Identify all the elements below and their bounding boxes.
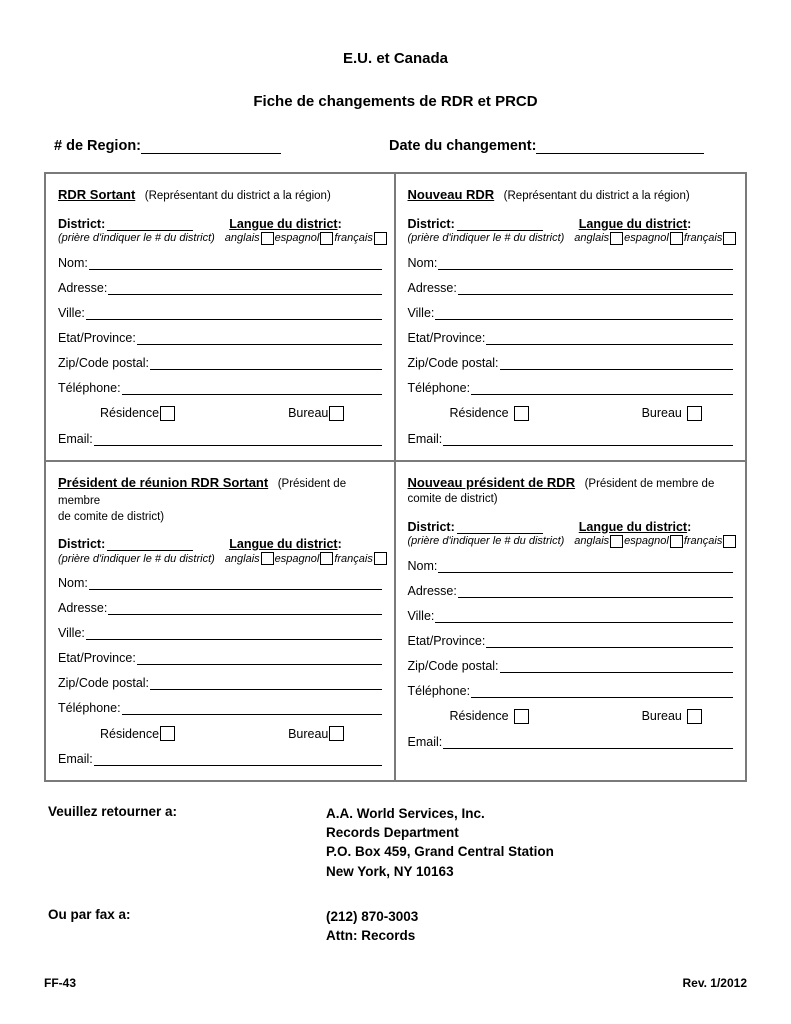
nom-input[interactable] — [89, 577, 382, 590]
residence-label: Résidence — [100, 406, 160, 421]
bureau-checkbox[interactable] — [329, 406, 344, 421]
residence-label: Résidence — [449, 709, 509, 724]
residence-checkbox[interactable] — [514, 709, 529, 724]
section-heading: Nouveau président de RDR — [407, 474, 576, 490]
district-input[interactable] — [457, 218, 543, 231]
district-input[interactable] — [457, 521, 543, 534]
ville-label: Ville: — [407, 305, 435, 320]
return-label: Veuillez retourner a: — [48, 804, 178, 820]
district-label: District: — [407, 519, 455, 534]
etat-label: Etat/Province: — [407, 633, 486, 648]
ville-label: Ville: — [58, 305, 85, 320]
telephone-row — [58, 381, 382, 395]
nom-label: Nom: — [58, 576, 88, 591]
section-subheading: (Président de membre de — [584, 477, 715, 490]
adresse-label: Adresse: — [58, 280, 108, 295]
ville-input[interactable] — [86, 627, 382, 640]
zip-input[interactable] — [500, 357, 733, 370]
district-note-row — [58, 552, 382, 565]
zip-label: Zip/Code postal: — [407, 658, 499, 673]
etat-input[interactable] — [486, 635, 733, 648]
espagnol-checkbox[interactable] — [320, 232, 333, 245]
language-checkboxes — [574, 535, 737, 548]
espagnol-label: espagnol — [274, 552, 320, 565]
page-footer — [44, 976, 747, 990]
email-label: Email: — [407, 431, 443, 446]
district-note: (prière d'indiquer le # du district) — [58, 552, 215, 565]
email-input[interactable] — [443, 736, 733, 749]
district-note-row — [408, 232, 734, 245]
form-code: FF-43 — [44, 976, 77, 990]
fax-details — [326, 907, 418, 945]
region-field — [54, 138, 281, 154]
ville-input[interactable] — [86, 307, 382, 320]
langue-colon: : — [687, 216, 692, 231]
telephone-label: Téléphone: — [58, 701, 121, 716]
telephone-input[interactable] — [122, 702, 382, 715]
adresse-input[interactable] — [458, 585, 733, 598]
district-row — [58, 537, 382, 551]
address-line-2: Records Department — [326, 825, 459, 841]
language-checkboxes — [225, 552, 388, 565]
telephone-input[interactable] — [471, 685, 733, 698]
adresse-label: Adresse: — [58, 601, 108, 616]
langue-label: Langue du district — [229, 216, 338, 231]
telephone-label: Téléphone: — [58, 380, 121, 395]
page-subtitle: Fiche de changements de RDR et PRCD — [253, 93, 538, 110]
telephone-row — [408, 684, 734, 698]
section-header — [58, 186, 382, 205]
section-nouveau-president — [396, 462, 746, 781]
francais-label: français — [334, 232, 373, 245]
language-checkboxes — [574, 232, 737, 245]
section-rdr-sortant — [46, 174, 396, 460]
residence-label: Résidence — [100, 726, 160, 741]
langue-colon: : — [337, 216, 342, 231]
etat-row — [58, 331, 382, 345]
etat-label: Etat/Province: — [58, 330, 136, 345]
return-address — [326, 804, 554, 881]
address-line-1: A.A. World Services, Inc. — [326, 806, 485, 822]
section-subheading: (Représentant du district a la région) — [503, 190, 690, 202]
etat-row — [408, 634, 734, 648]
zip-input[interactable] — [500, 660, 733, 673]
footer-block — [44, 804, 747, 945]
email-row — [58, 752, 382, 766]
nom-label: Nom: — [58, 255, 88, 270]
email-input[interactable] — [94, 753, 382, 766]
francais-checkbox[interactable] — [723, 232, 736, 245]
adresse-row — [408, 584, 734, 598]
etat-label: Etat/Province: — [407, 330, 486, 345]
nom-label: Nom: — [407, 255, 438, 270]
section-header — [408, 474, 734, 508]
residence-checkbox[interactable] — [514, 406, 529, 421]
zip-row — [58, 676, 382, 690]
espagnol-label: espagnol — [274, 232, 320, 245]
email-row — [408, 432, 734, 446]
adresse-input[interactable] — [108, 282, 381, 295]
zip-label: Zip/Code postal: — [58, 355, 150, 370]
anglais-checkbox[interactable] — [610, 232, 623, 245]
district-label: District: — [407, 216, 455, 231]
email-row — [408, 735, 734, 749]
zip-label: Zip/Code postal: — [58, 676, 150, 691]
email-label: Email: — [58, 431, 93, 446]
francais-label: français — [683, 535, 723, 548]
ville-label: Ville: — [58, 626, 85, 641]
district-note: (prière d'indiquer le # du district) — [407, 535, 565, 548]
date-field — [389, 138, 704, 154]
region-label: # de Region: — [54, 138, 142, 154]
zip-input[interactable] — [150, 357, 381, 370]
language-checkboxes — [225, 232, 388, 245]
anglais-checkbox[interactable] — [261, 232, 274, 245]
section-header — [58, 474, 382, 526]
francais-label: français — [683, 232, 723, 245]
anglais-checkbox[interactable] — [261, 552, 274, 565]
langue-label: Langue du district — [578, 216, 688, 231]
section-heading: RDR Sortant — [58, 187, 136, 202]
nom-input[interactable] — [438, 257, 733, 270]
adresse-label: Adresse: — [407, 280, 457, 295]
anglais-label: anglais — [574, 232, 610, 245]
nom-row — [58, 256, 382, 270]
region-input[interactable] — [141, 139, 281, 154]
etat-label: Etat/Province: — [58, 651, 136, 666]
section-subheading-2: comite de district) — [407, 493, 498, 506]
district-label: District: — [58, 216, 106, 231]
adresse-input[interactable] — [108, 602, 381, 615]
langue-label: Langue du district — [229, 537, 338, 552]
district-note-row — [408, 535, 734, 548]
email-row — [58, 432, 382, 446]
zip-row — [58, 356, 382, 370]
bureau-checkbox[interactable] — [687, 709, 702, 724]
bureau-label: Bureau — [641, 406, 682, 421]
telephone-row — [408, 381, 734, 395]
district-label: District: — [58, 537, 106, 552]
ville-input[interactable] — [435, 307, 733, 320]
nom-row — [58, 576, 382, 590]
ville-label: Ville: — [407, 608, 435, 623]
revision-date: Rev. 1/2012 — [682, 976, 747, 990]
page-title: E.U. et Canada — [342, 50, 449, 67]
espagnol-checkbox[interactable] — [670, 232, 683, 245]
nom-input[interactable] — [89, 257, 382, 270]
date-label: Date du changement: — [389, 138, 537, 154]
francais-checkbox[interactable] — [723, 535, 736, 548]
phone-type-row — [408, 709, 734, 724]
section-subheading-2: de comite de district) — [58, 510, 165, 523]
email-label: Email: — [58, 752, 93, 767]
telephone-label: Téléphone: — [407, 683, 471, 698]
ville-row — [58, 626, 382, 640]
telephone-input[interactable] — [122, 382, 382, 395]
residence-label: Résidence — [449, 406, 509, 421]
return-address-row — [48, 804, 747, 881]
form-row-top — [46, 174, 745, 462]
zip-label: Zip/Code postal: — [407, 355, 499, 370]
section-subheading: (Représentant du district a la région) — [144, 190, 331, 202]
section-nouveau-rdr — [396, 174, 746, 460]
phone-type-row — [408, 406, 734, 421]
date-input[interactable] — [536, 139, 704, 154]
francais-checkbox[interactable] — [374, 232, 387, 245]
form-grid — [44, 172, 747, 782]
adresse-row — [408, 281, 734, 295]
adresse-row — [58, 281, 382, 295]
telephone-row — [58, 701, 382, 715]
nom-row — [408, 256, 734, 270]
bureau-label: Bureau — [641, 709, 682, 724]
adresse-label: Adresse: — [407, 583, 457, 598]
langue-colon: : — [687, 519, 692, 534]
district-row — [408, 217, 734, 231]
section-header — [408, 186, 734, 205]
anglais-label: anglais — [574, 535, 610, 548]
email-input[interactable] — [94, 433, 382, 446]
etat-input[interactable] — [137, 652, 382, 665]
langue-label: Langue du district — [578, 519, 688, 534]
espagnol-label: espagnol — [624, 535, 669, 548]
fax-row — [48, 907, 747, 945]
etat-input[interactable] — [486, 332, 733, 345]
fax-attn: Attn: Records — [326, 927, 416, 943]
nom-label: Nom: — [407, 558, 438, 573]
francais-label: français — [334, 552, 373, 565]
section-heading: Nouveau RDR — [407, 187, 495, 202]
ville-row — [408, 609, 734, 623]
francais-checkbox[interactable] — [374, 552, 387, 565]
ville-input[interactable] — [435, 610, 733, 623]
fax-label: Ou par fax a: — [48, 906, 131, 922]
espagnol-checkbox[interactable] — [320, 552, 333, 565]
anglais-label: anglais — [224, 552, 260, 565]
zip-row — [408, 356, 734, 370]
espagnol-label: espagnol — [624, 232, 669, 245]
telephone-input[interactable] — [471, 382, 733, 395]
zip-input[interactable] — [150, 677, 381, 690]
district-input[interactable] — [107, 538, 193, 551]
section-subheading: (Président de membre — [58, 477, 347, 508]
district-note: (prière d'indiquer le # du district) — [58, 232, 215, 245]
ville-row — [58, 306, 382, 320]
section-president-sortant — [46, 462, 396, 781]
ville-row — [408, 306, 734, 320]
adresse-row — [58, 601, 382, 615]
address-line-3: P.O. Box 459, Grand Central Station — [326, 844, 554, 860]
etat-row — [408, 331, 734, 345]
etat-row — [58, 651, 382, 665]
phone-type-row — [58, 406, 382, 421]
zip-row — [408, 659, 734, 673]
bureau-label: Bureau — [288, 406, 329, 421]
address-line-4: New York, NY 10163 — [326, 863, 454, 879]
anglais-checkbox[interactable] — [610, 535, 623, 548]
espagnol-checkbox[interactable] — [670, 535, 683, 548]
residence-checkbox[interactable] — [160, 406, 175, 421]
email-label: Email: — [407, 734, 443, 749]
telephone-label: Téléphone: — [407, 380, 471, 395]
identification-row — [44, 138, 747, 154]
etat-input[interactable] — [137, 332, 382, 345]
form-row-bottom — [46, 462, 745, 781]
nom-row — [408, 559, 734, 573]
anglais-label: anglais — [224, 232, 260, 245]
bureau-label: Bureau — [288, 726, 329, 741]
fax-number: (212) 870-3003 — [326, 908, 419, 924]
langue-colon: : — [337, 537, 342, 552]
bureau-checkbox[interactable] — [329, 726, 344, 741]
adresse-input[interactable] — [458, 282, 733, 295]
bureau-checkbox[interactable] — [687, 406, 702, 421]
section-heading: Président de réunion RDR Sortant — [58, 474, 269, 490]
district-row — [408, 520, 734, 534]
phone-type-row — [58, 726, 382, 741]
nom-input[interactable] — [438, 560, 733, 573]
district-input[interactable] — [107, 218, 193, 231]
district-note: (prière d'indiquer le # du district) — [407, 232, 565, 245]
district-note-row — [58, 232, 382, 245]
residence-checkbox[interactable] — [160, 726, 175, 741]
district-row — [58, 217, 382, 231]
email-input[interactable] — [443, 433, 733, 446]
